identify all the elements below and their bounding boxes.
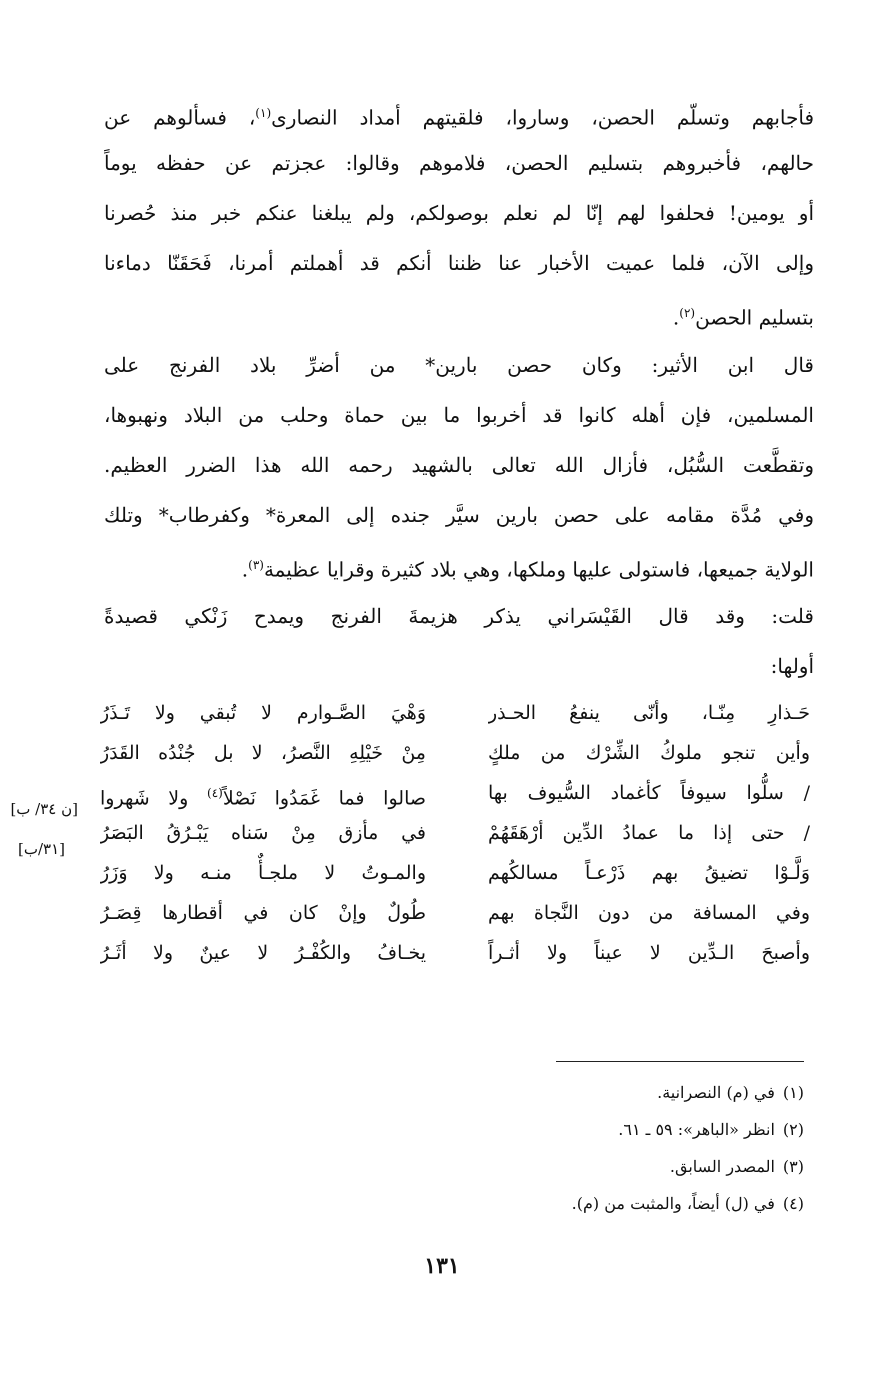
text-line: المسلمين، فإن أهله كانوا قد أخربوا ما بين حماة وحلب من البلاد ونهبوها، bbox=[104, 403, 814, 427]
text-run: صالوا فما غَمَدُوا نَصْلاً bbox=[222, 787, 426, 810]
verse-hemistich: يخـافُ والكُفْـرُ لا عينٌ ولا أثَـرُ bbox=[100, 942, 426, 964]
manuscript-page-ref: [ن ٣٤/ ب] bbox=[10, 800, 78, 818]
footnote bbox=[264, 1074, 804, 1111]
verse-hemistich: والمـوتُ لا ملجـأٌ منـه ولا وَزَرُ bbox=[100, 862, 426, 884]
verse-hemistich: وأصبحَ الـدِّين لا عيناً ولا أثـراً bbox=[488, 942, 810, 964]
footnote-ref[interactable]: (٣) bbox=[248, 558, 264, 572]
footnote-text: المصدر السابق. bbox=[669, 1157, 775, 1176]
text-line: وتقطَّعت السُّبُل، فأزال الله تعالى بالشهيد رحمه الله هذا الضرر العظيم. bbox=[104, 453, 814, 477]
footnote bbox=[264, 1185, 804, 1222]
poem-second-hemistichs bbox=[100, 693, 426, 973]
text-line: وإلى الآن، فلما عميت الأخبار عنا ظننا أنكم قد أهملتم أمرنا، فَحَقَنّا دماءنا bbox=[104, 251, 814, 275]
footnote-ref[interactable]: (١) bbox=[255, 106, 272, 120]
verse-hemistich: وفي المسافة من دون النَّجاة بهم bbox=[488, 902, 810, 924]
poem-first-hemistichs bbox=[488, 693, 810, 973]
verse-hemistich bbox=[100, 773, 426, 813]
verse-hemistich: وأين تنجو ملوكُ الشِّرْك من ملكٍ bbox=[488, 742, 810, 764]
footnote-number: (٣) bbox=[782, 1157, 804, 1176]
text-line bbox=[104, 540, 814, 590]
text-line: أو يومين! فحلفوا لهم إنّا لم نعلم بوصولكم، ولم يبلغنا عنكم خبر منذ حُصرنا bbox=[104, 201, 814, 225]
paragraph-1 bbox=[104, 88, 814, 338]
footnote-ref[interactable]: (٤) bbox=[207, 786, 223, 800]
text-line: أولها: bbox=[770, 654, 814, 678]
verse-hemistich: حَـذارِ مِنّـا، وأنّى ينفعُ الحـذر bbox=[488, 702, 810, 724]
paragraph-3 bbox=[104, 591, 814, 691]
text-line: وفي مُدَّة مقامه على حصن بارين سيَّر جنده إلى المعرة* وكفرطاب* وتلك bbox=[104, 503, 814, 527]
page-number: ١٣١ bbox=[424, 1253, 460, 1279]
text-run: بتسليم الحصن bbox=[695, 305, 814, 330]
text-line: حالهم، فأخبروهم بتسليم الحصن، فلاموهم وقالوا: عجزتم عن حفظه يوماً bbox=[104, 151, 814, 175]
text-run: ولا شَهروا bbox=[100, 787, 207, 810]
footnote bbox=[264, 1148, 804, 1185]
text-run: الولاية جميعها، فاستولى عليها وملكها، وهي بلاد كثيرة وقرايا عظيمة bbox=[263, 557, 814, 582]
text-run: . bbox=[672, 305, 680, 330]
footnote-number: (٢) bbox=[782, 1120, 804, 1139]
manuscript-page-ref: [٣١/ب] bbox=[18, 840, 66, 858]
footnote-number: (١) bbox=[782, 1083, 804, 1102]
text-line: قلت: وقد قال القَيْسَراني يذكر هزيمةَ الفرنج ويمدح زَنْكي قصيدةً bbox=[104, 604, 814, 628]
verse-hemistich: طُولٌ وإنْ كان في أقطارها قِصَـرُ bbox=[100, 902, 426, 924]
footnote-text: في (ل) أيضاً، والمثبت من (م). bbox=[571, 1194, 775, 1213]
text-line bbox=[104, 288, 814, 338]
verse-hemistich: / سلُّوا سيوفاً كأغماد السُّيوف بها bbox=[488, 782, 810, 804]
text-line: قال ابن الأثير: وكان حصن بارين* من أضرِّ بلاد الفرنج على bbox=[104, 353, 814, 377]
verse-hemistich: وَلَّـوْا تضيقُ بهم ذَرْعـاً مسالكُهم bbox=[488, 862, 810, 884]
paragraph-2 bbox=[104, 340, 814, 590]
footnote bbox=[264, 1111, 804, 1148]
text-run: فأجابهم وتسلّم الحصن، وساروا، فلقيتهم أمداد النصارى bbox=[271, 105, 814, 130]
text-run: . bbox=[241, 557, 249, 582]
text-line bbox=[104, 88, 814, 138]
footnote-text: في (م) النصرانية. bbox=[657, 1083, 775, 1102]
verse-hemistich: مِنْ خَيْلِهِ النَّصرُ، لا بل جُنْدُه القَدَرُ bbox=[100, 742, 426, 764]
text-run: ، فسألوهم عن bbox=[104, 105, 256, 130]
footnotes bbox=[264, 1074, 804, 1222]
footnote-number: (٤) bbox=[782, 1194, 804, 1213]
footnote-ref[interactable]: (٢) bbox=[679, 306, 696, 320]
footnote-divider bbox=[556, 1061, 804, 1062]
verse-hemistich: وَهْيَ الصَّـوارم لا تُبقي ولا تَـذَرُ bbox=[100, 702, 426, 724]
verse-hemistich: في مأزق مِنْ سَناه يَبْـرُقُ البَصَرُ bbox=[100, 822, 426, 844]
footnote-text: انظر «الباهر»: ٥٩ ـ ٦١. bbox=[618, 1120, 775, 1139]
verse-hemistich: / حتى إذا ما عمادُ الدِّين أرْهَقَهُمْ bbox=[488, 822, 810, 844]
